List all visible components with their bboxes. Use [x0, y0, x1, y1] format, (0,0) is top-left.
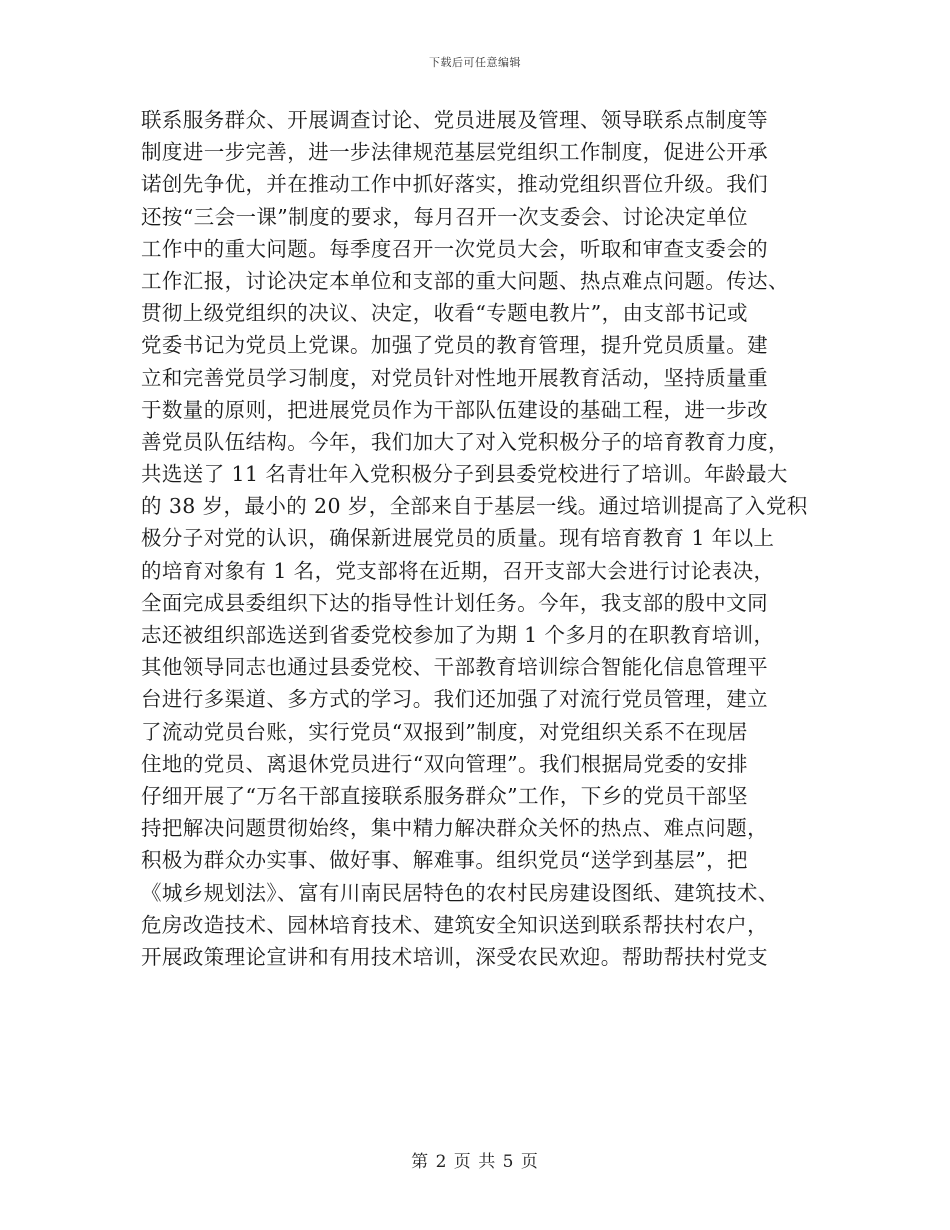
body-text: [141, 104, 811, 973]
text-line: 了流动党员台账，实行党员“双报到”制度，对党组织关系不在现居: [141, 719, 748, 744]
text-line: 《城乡规划法》、富有川南民居特色的农村民房建设图纸、建筑技术、: [141, 880, 779, 905]
text-line: 工作中的重大问题。每季度召开一次党员大会，听取和审查支委会的: [141, 236, 768, 261]
page-number-footer: 第 2 页 共 5 页: [411, 1152, 539, 1172]
text-line: 仔细开展了“万名干部直接联系服务群众”工作，下乡的党员干部坚: [141, 783, 748, 808]
text-line: 联系服务群众、开展调查讨论、党员进展及管理、领导联系点制度等: [141, 108, 768, 132]
text-line: 积极为群众办实事、做好事、解难事。组织党员“送学到基层”，把: [141, 848, 748, 873]
text-line: 立和完善党员学习制度，对党员针对性地开展教育活动，坚持质量重: [141, 365, 768, 390]
text-line: 住地的党员、离退休党员进行“双向管理”。我们根据局党委的安排: [141, 751, 748, 776]
text-line: 全面完成县委组织下达的指导性计划任务。今年，我支部的殷中文同: [141, 590, 768, 615]
text-line: 的培育对象有 1 名，党支部将在近期，召开支部大会进行讨论表决，: [141, 558, 775, 583]
text-line: 于数量的原则，把进展党员作为干部队伍建设的基础工程，进一步改: [141, 397, 768, 422]
text-line: 志还被组织部选送到省委党校参加了为期 1 个多月的在职教育培训，: [141, 623, 775, 647]
text-line: 极分子对党的认识，确保新进展党员的质量。现有培育教育 1 年以上: [141, 526, 775, 551]
text-line: 贯彻上级党组织的决议、决定，收看“专题电教片”，由支部书记或: [141, 301, 748, 326]
text-line: 工作汇报，讨论决定本单位和支部的重大问题、热点难点问题。传达、: [141, 268, 789, 293]
text-line: 善党员队伍结构。今年，我们加大了对入党积极分子的培育教育力度，: [141, 429, 789, 454]
text-line: 危房改造技术、园林培育技术、建筑安全知识送到联系帮扶村农户，: [141, 912, 768, 937]
text-line: 共选送了 11 名青壮年入党积极分子到县委党校进行了培训。年龄最大: [141, 462, 788, 487]
text-line: 其他领导同志也通过县委党校、干部教育培训综合智能化信息管理平: [141, 655, 768, 680]
text-line: 党委书记为党员上党课。加强了党员的教育管理，提升党员质量。建: [141, 333, 768, 358]
text-line: 的 38 岁，最小的 20 岁，全部来自于基层一线。通过培训提高了入党积: [141, 494, 808, 519]
text-line: 还按“三会一课”制度的要求，每月召开一次支委会、讨论决定单位: [141, 204, 748, 229]
text-line: 制度进一步完善，进一步法律规范基层党组织工作制度，促进公开承: [141, 140, 768, 165]
text-line: 诺创先争优，并在推动工作中抓好落实，推动党组织晋位升级。我们: [141, 172, 768, 197]
page-header: 下载后可任意编辑: [429, 56, 521, 69]
text-line: 开展政策理论宣讲和有用技术培训，深受农民欢迎。帮助帮扶村党支: [141, 944, 768, 969]
text-line: 持把解决问题贯彻始终，集中精力解决群众关怀的热点、难点问题，: [141, 816, 768, 841]
text-line: 台进行多渠道、多方式的学习。我们还加强了对流行党员管理，建立: [141, 687, 768, 712]
